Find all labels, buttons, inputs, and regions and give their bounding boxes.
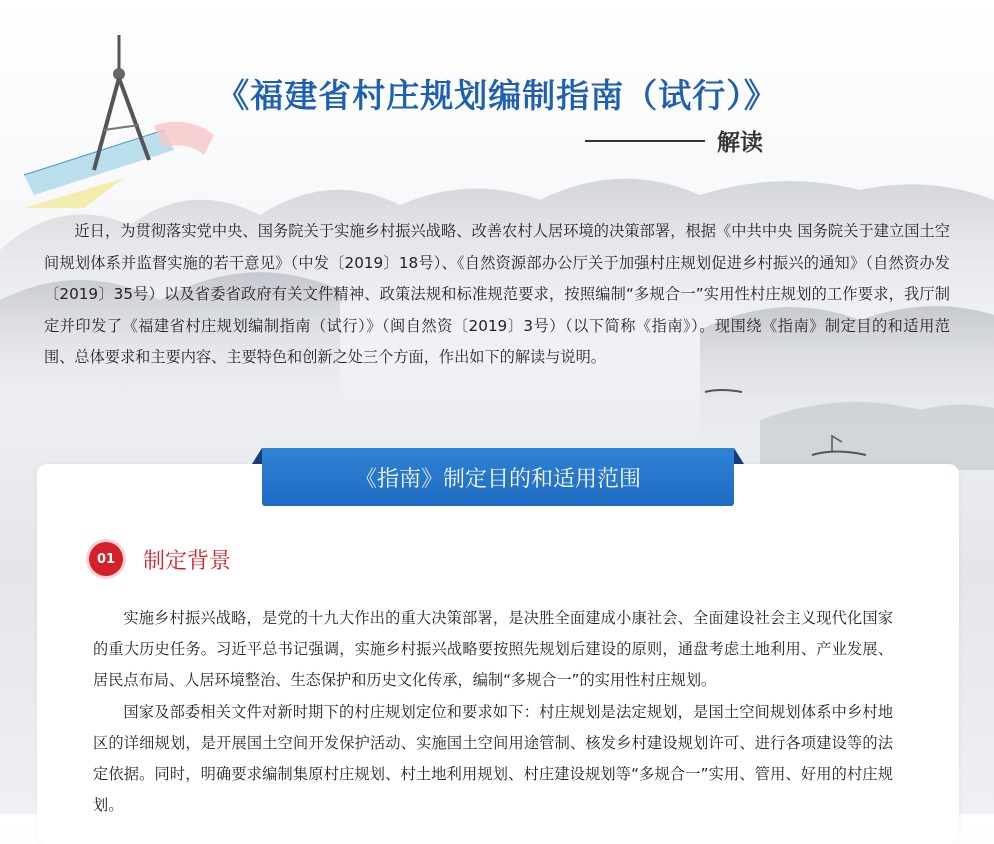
section-title: 《指南》制定目的和适用范围	[262, 448, 734, 506]
page-title: 《福建省村庄规划编制指南（试行）》	[216, 76, 778, 115]
subsection-number-badge: 01	[89, 542, 123, 576]
subsection-title: 制定背景	[143, 548, 232, 574]
subtitle-rule	[585, 140, 705, 142]
body-paragraph-2: 国家及部委相关文件对新时期下的村庄规划定位和要求如下：村庄规划是法定规划，是国土空间规划体系中乡村地区的详细规划，是开展国土空间开发保护活动、实施国土空间用途管制、核发乡村建设规划许可、进行各项建设等的法定依据。同时，明确要求编制集原村庄规划、村土地利用规划、村庄建设规划等“多规合一”实用、管用、好用的村庄规划。	[93, 702, 893, 815]
section-banner	[252, 448, 744, 508]
banner-fold-left	[252, 448, 262, 464]
subtitle-text: 解读	[717, 130, 763, 156]
subsection-body	[93, 603, 893, 821]
body-paragraph-1: 实施乡村振兴战略，是党的十九大作出的重大决策部署，是决胜全面建成小康社会、全面建设社会主义现代化国家的重大历史任务。习近平总书记强调，实施乡村振兴战略要按照先规划后建设的原则，通盘考虑土地利用、产业发展、居民点布局、人居环境整治、生态保护和历史文化传承，编制“多规合一”的实用性村庄规划。	[93, 609, 893, 690]
subtitle	[585, 124, 763, 157]
subsection-heading	[89, 542, 231, 576]
banner-fold-right	[734, 448, 744, 464]
compass-ruler-illustration	[14, 30, 244, 210]
intro-paragraph: 近日，为贯彻落实党中央、国务院关于实施乡村振兴战略、改善农村人居环境的决策部署，根据《中共中央 国务院关于建立国土空间规划体系并监督实施的若干意见》（中发〔2019〕18号）、《自然资源部办公厅关于加强村庄规划促进乡村振兴的通知》（自然资办发〔2019〕35号）以及省委省政府有关文件精神、政策法规和标准规范要求，按照编制“多规合一”实用性村庄规划的工作要求，我厅制定并印发了《福建省村庄规划编制指南（试行）》（闽自然资〔2019〕3号）（以下简称《指南》）。现围绕《指南》制定目的和适用范围、总体要求和主要内容、主要特色和创新之处三个方面，作出如下的解读与说明。	[44, 222, 950, 366]
